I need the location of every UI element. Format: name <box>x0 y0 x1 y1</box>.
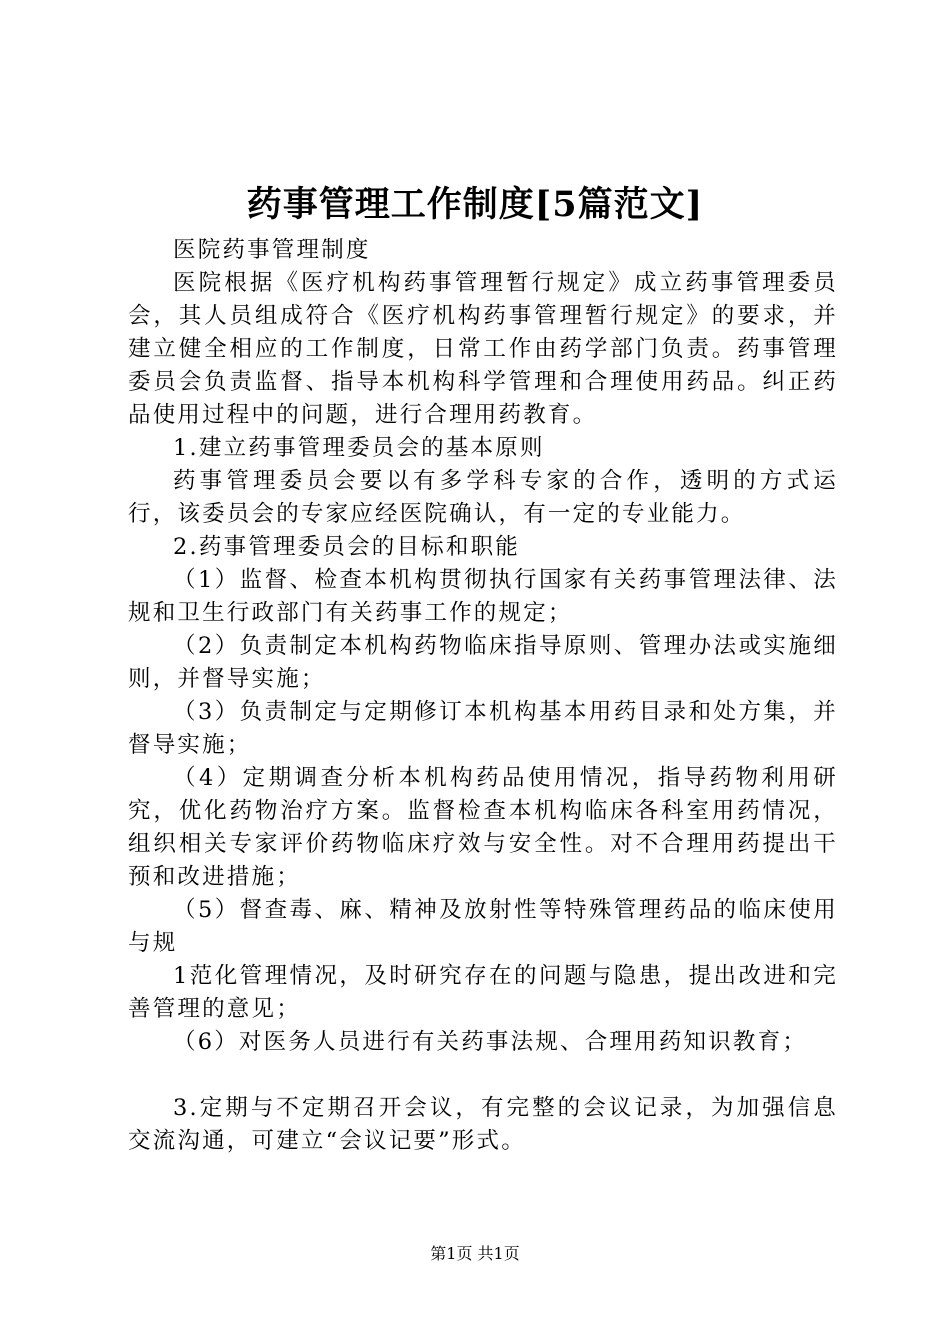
section-1-heading: 1.建立药事管理委员会的基本原则 <box>173 435 545 461</box>
duty-item-5-continued: 1范化管理情况，及时研究存在的问题与隐患，提出改进和完善管理的意见； <box>128 963 838 1022</box>
section-1-text: 药事管理委员会要以有多学科专家的合作，透明的方式运行，该委员会的专家应经医院确认，有一定的专业能力。 <box>128 468 838 527</box>
duty-item-5: （5）督查毒、麻、精神及放射性等特殊管理药品的临床使用与规 <box>128 897 838 956</box>
duty-item-2: （2）负责制定本机构药物临床指导原则、管理办法或实施细则，并督导实施； <box>128 633 838 692</box>
document-title: 药事管理工作制度[5篇范文] <box>246 184 704 225</box>
paragraph-heading: 医院药事管理制度 <box>173 237 371 263</box>
section-2-heading: 2.药事管理委员会的目标和职能 <box>173 534 520 560</box>
paragraph-intro: 医院根据《医疗机构药事管理暂行规定》成立药事管理委员会，其人员组成符合《医疗机构药事管理暂行规定》的要求，并建立健全相应的工作制度，日常工作由药学部门负责。药事管理委员会负责监督、指导本机构科学管理和合理使用药品。纠正药品使用过程中的问题，进行合理用药教育。 <box>128 270 838 428</box>
duty-item-3: （3）负责制定与定期修订本机构基本用药目录和处方集，并督导实施； <box>128 699 838 758</box>
duty-item-4: （4）定期调查分析本机构药品使用情况，指导药物利用研究，优化药物治疗方案。监督检查本机构临床各科室用药情况，组织相关专家评价药物临床疗效与安全性。对不合理用药提出干预和改进措施； <box>128 765 838 890</box>
document-body <box>128 234 838 1158</box>
section-3-text: 3.定期与不定期召开会议，有完整的会议记录，为加强信息交流沟通，可建立“会议记要”形式。 <box>128 1095 838 1154</box>
duty-item-1: （1）监督、检查本机构贯彻执行国家有关药事管理法律、法规和卫生行政部门有关药事工作的规定； <box>128 567 838 626</box>
duty-item-6: （6）对医务人员进行有关药事法规、合理用药知识教育； <box>173 1029 808 1055</box>
page-footer: 第1页 共1页 <box>430 1244 520 1263</box>
